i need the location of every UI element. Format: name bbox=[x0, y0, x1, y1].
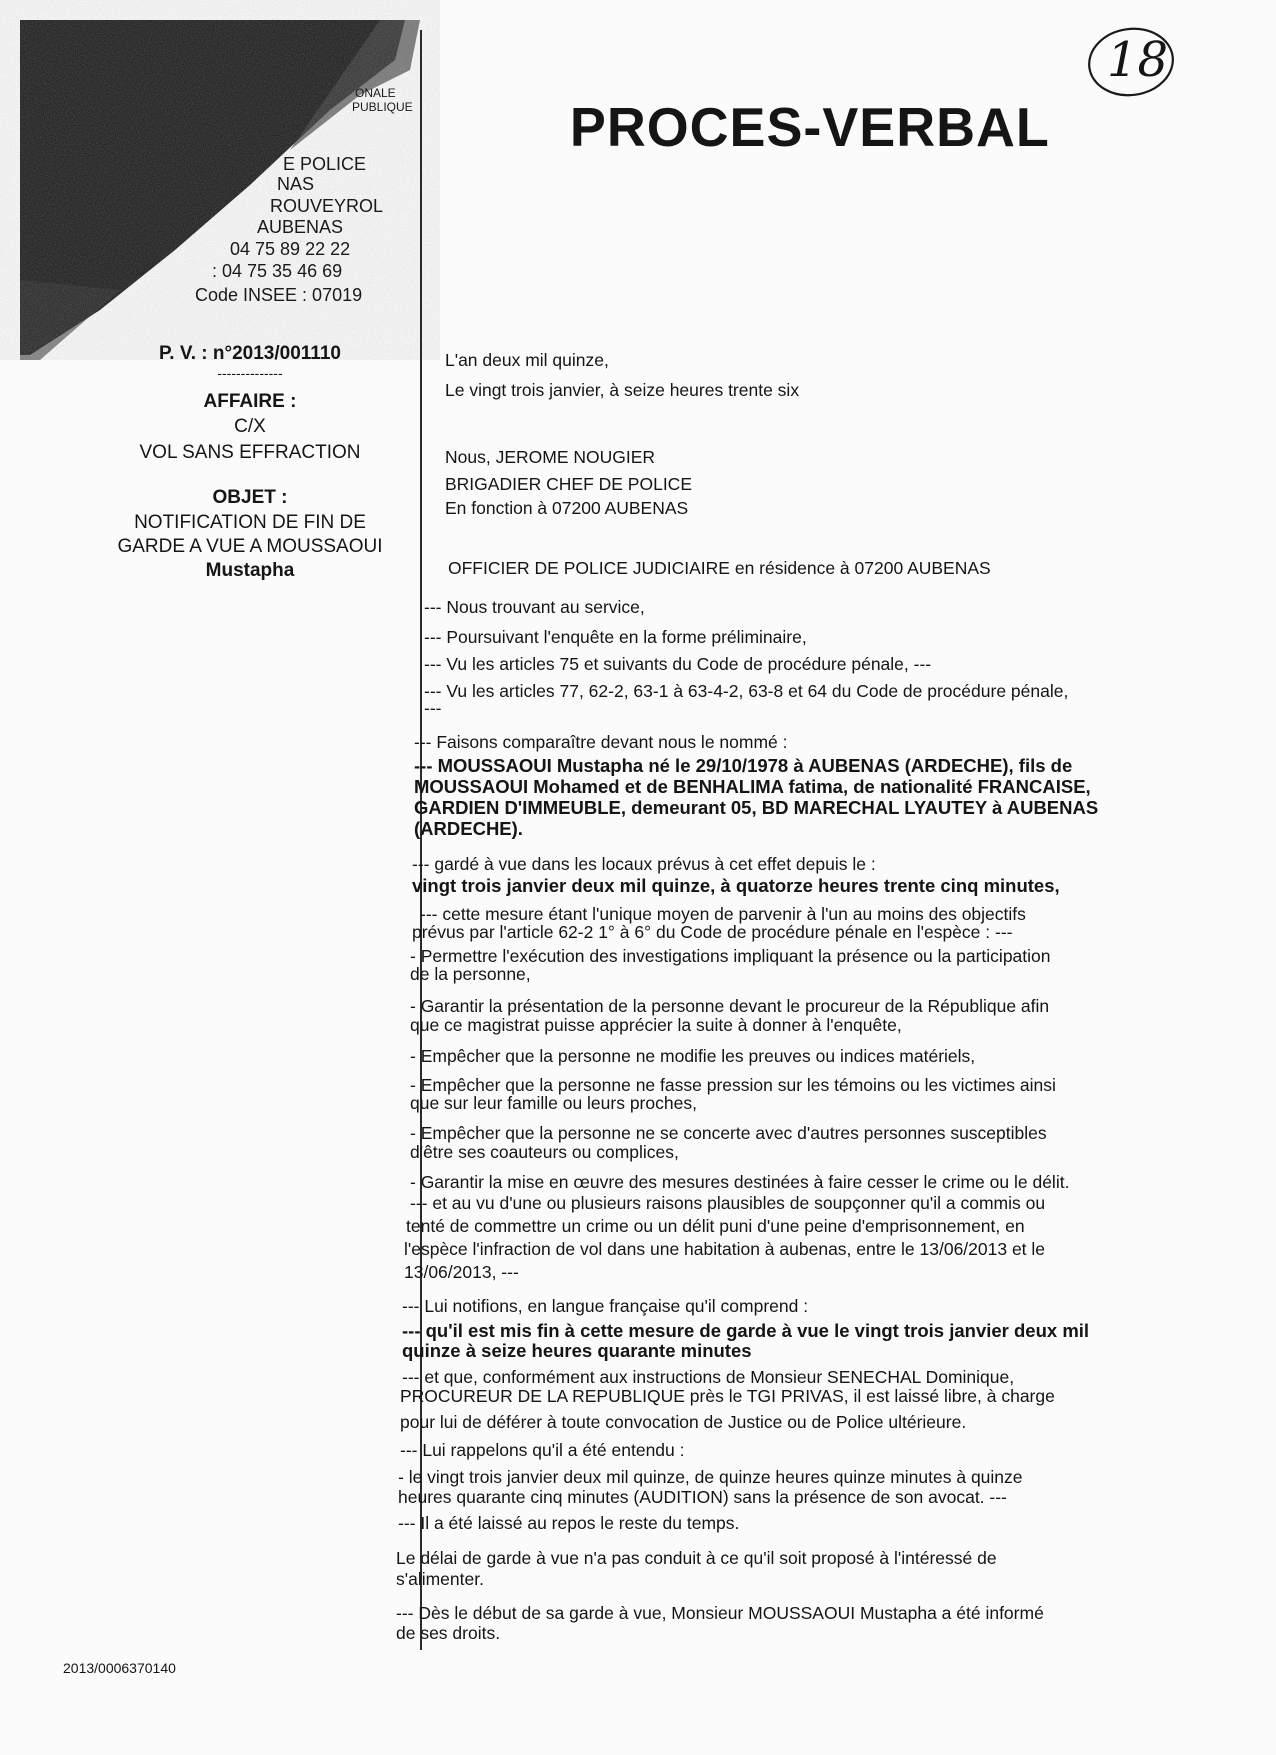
sidebar-separator: -------------- bbox=[217, 365, 283, 381]
droits-line: --- Dès le début de sa garde à vue, Monsieur MOUSSAOUI Mustapha a été informé bbox=[396, 1603, 1044, 1623]
insee-code: Code INSEE : 07019 bbox=[195, 285, 363, 305]
instruction-line: PROCUREUR DE LA REPUBLIQUE près le TGI PRIVAS, il est laissé libre, à charge bbox=[400, 1386, 1055, 1406]
service-line-1: E POLICE bbox=[283, 154, 367, 174]
preamble-line: --- Vu les articles 75 et suivants du Code de procédure pénale, --- bbox=[424, 654, 932, 674]
notif-line: quinze à seize heures quarante minutes bbox=[402, 1340, 752, 1361]
objective-line: que sur leur famille ou leurs proches, bbox=[410, 1093, 697, 1113]
phone-number: 04 75 89 22 22 bbox=[230, 239, 351, 259]
org-line-2: PUBLIQUE bbox=[352, 100, 413, 114]
column-divider bbox=[420, 30, 422, 1650]
org-line-1: ONALE bbox=[355, 86, 396, 100]
person-line: (ARDECHE). bbox=[414, 818, 523, 839]
service-line-2: NAS bbox=[277, 174, 315, 194]
objet-line-3: Mustapha bbox=[205, 560, 295, 581]
instruction-line: pour lui de déférer à toute convocation de Justice ou de Police ultérieure. bbox=[400, 1412, 967, 1432]
delai-line: s'alimenter. bbox=[396, 1569, 484, 1589]
pv-number: P. V. : n°2013/001110 bbox=[159, 343, 341, 364]
objective-line: d'être ses coauteurs ou complices, bbox=[410, 1142, 679, 1162]
handwritten-page-number bbox=[1085, 22, 1177, 100]
instruction-line: --- et que, conformément aux instructions de Monsieur SENECHAL Dominique, bbox=[402, 1367, 1015, 1387]
objective-line: - Garantir la présentation de la personne devant le procureur de la République afin bbox=[410, 996, 1050, 1016]
date-line-1: L'an deux mil quinze, bbox=[445, 350, 609, 370]
delai-line: Le délai de garde à vue n'a pas conduit à ce qu'il soit proposé à l'intéressé de bbox=[396, 1548, 997, 1568]
mesure-line: --- cette mesure étant l'unique moyen de parvenir à l'un au moins des objectifs bbox=[420, 904, 1026, 924]
objet-label: OBJET : bbox=[212, 487, 288, 508]
rappel-line: - le vingt trois janvier deux mil quinze, de quinze heures quinze minutes à quinze bbox=[398, 1467, 1023, 1487]
service-line-3: ROUVEYROL bbox=[270, 196, 384, 216]
objective-line: 13/06/2013, --- bbox=[404, 1262, 519, 1282]
fax-number: : 04 75 35 46 69 bbox=[212, 261, 343, 281]
objective-line: - Empêcher que la personne ne fasse pression sur les témoins ou les victimes ainsi bbox=[410, 1075, 1056, 1095]
objective-line: que ce magistrat puisse apprécier la suite à donner à l'enquête, bbox=[410, 1015, 902, 1035]
objective-line: de la personne, bbox=[410, 964, 531, 984]
objective-line: l'espèce l'infraction de vol dans une habitation à aubenas, entre le 13/06/2013 et le bbox=[404, 1239, 1046, 1259]
notif-intro: --- Lui notifions, en langue française qu'il comprend : bbox=[402, 1296, 809, 1316]
document-reference: 2013/0006370140 bbox=[63, 1660, 176, 1676]
droits-line: de ses droits. bbox=[396, 1623, 501, 1643]
document-title: PROCES-VERBAL bbox=[569, 96, 1050, 158]
affaire-label: AFFAIRE : bbox=[203, 391, 297, 412]
affaire-line-2: VOL SANS EFFRACTION bbox=[139, 442, 361, 463]
date-line-2: Le vingt trois janvier, à seize heures trente six bbox=[445, 380, 800, 400]
person-line: --- MOUSSAOUI Mustapha né le 29/10/1978 à AUBENAS (ARDECHE), fils de bbox=[414, 755, 1073, 776]
person-line: MOUSSAOUI Mohamed et de BENHALIMA fatima, de nationalité FRANCAISE, bbox=[414, 776, 1091, 797]
officer-rank: BRIGADIER CHEF DE POLICE bbox=[445, 474, 692, 494]
officer-name: Nous, JEROME NOUGIER bbox=[445, 447, 656, 467]
objective-line: --- et au vu d'une ou plusieurs raisons plausibles de soupçonner qu'il a commis ou bbox=[410, 1193, 1046, 1213]
opj-line: OFFICIER DE POLICE JUDICIAIRE en résidence à 07200 AUBENAS bbox=[448, 558, 991, 578]
objective-line: - Empêcher que la personne ne se concerte avec d'autres personnes susceptibles bbox=[410, 1123, 1047, 1143]
scanned-corner-shadow bbox=[0, 0, 440, 360]
objective-line: - Permettre l'exécution des investigations impliquant la présence ou la participation bbox=[410, 946, 1051, 966]
objective-line: tenté de commettre un crime ou un délit puni d'une peine d'emprisonnement, en bbox=[406, 1216, 1025, 1236]
objet-line-1: NOTIFICATION DE FIN DE bbox=[134, 512, 366, 533]
preamble-line: --- Nous trouvant au service, bbox=[424, 597, 645, 617]
affaire-line-1: C/X bbox=[234, 416, 266, 437]
preamble-line: --- Vu les articles 77, 62-2, 63-1 à 63-4-2, 63-8 et 64 du Code de procédure pénale, bbox=[424, 681, 1069, 701]
service-line-4: AUBENAS bbox=[257, 217, 344, 237]
mesure-line: prévus par l'article 62-2 1° à 6° du Code de procédure pénale en l'espèce : --- bbox=[412, 922, 1013, 942]
rappel-line: --- Il a été laissé au repos le reste du temps. bbox=[398, 1513, 740, 1533]
officer-location: En fonction à 07200 AUBENAS bbox=[445, 498, 689, 518]
objet-line-2: GARDE A VUE A MOUSSAOUI bbox=[117, 536, 383, 557]
rappel-intro: --- Lui rappelons qu'il a été entendu : bbox=[400, 1440, 685, 1460]
preamble-line: --- Poursuivant l'enquête en la forme préliminaire, bbox=[424, 627, 807, 647]
garde-date: vingt trois janvier deux mil quinze, à quatorze heures trente cinq minutes, bbox=[412, 875, 1060, 896]
faisons-line: --- Faisons comparaître devant nous le nommé : bbox=[414, 732, 788, 752]
garde-intro: --- gardé à vue dans les locaux prévus à cet effet depuis le : bbox=[412, 854, 876, 874]
page-number-text: 18 bbox=[1107, 32, 1169, 88]
objective-line: - Empêcher que la personne ne modifie les preuves ou indices matériels, bbox=[410, 1046, 976, 1066]
person-line: GARDIEN D'IMMEUBLE, demeurant 05, BD MARECHAL LYAUTEY à AUBENAS bbox=[414, 797, 1099, 818]
preamble-line: --- bbox=[424, 698, 442, 718]
rappel-line: heures quarante cinq minutes (AUDITION) sans la présence de son avocat. --- bbox=[398, 1487, 1007, 1507]
objective-line: - Garantir la mise en œuvre des mesures destinées à faire cesser le crime ou le délit. bbox=[410, 1172, 1070, 1192]
notif-line: --- qu'il est mis fin à cette mesure de garde à vue le vingt trois janvier deux mil bbox=[402, 1320, 1090, 1341]
